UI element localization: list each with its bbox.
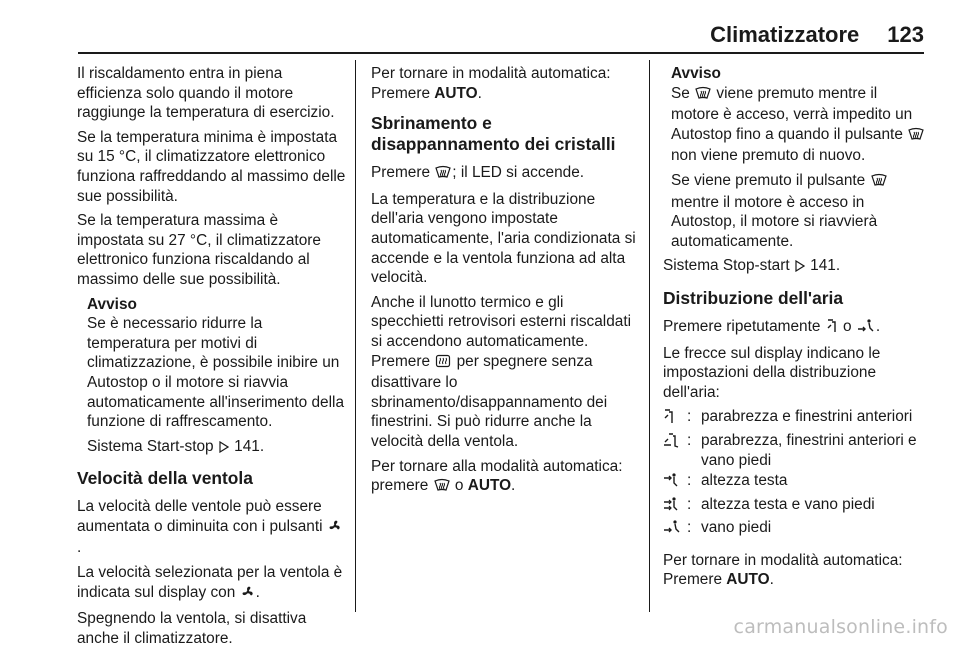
page-header — [710, 22, 924, 48]
list-item: : altezza testa — [663, 471, 929, 494]
paragraph-text: La velocità selezionata per la ventola è indicata sul display con — [77, 564, 343, 601]
list-item-text: parabrezza e finestrini anteriori — [701, 408, 913, 426]
paragraph-text: Premere — [371, 164, 431, 182]
paragraph — [371, 352, 639, 452]
header-rule — [78, 52, 924, 54]
head-airflow-icon — [663, 471, 687, 494]
windscreen-defrost-icon — [871, 173, 887, 193]
auto-label: AUTO — [726, 571, 770, 589]
list-item-text: vano piedi — [701, 519, 772, 537]
list-item: : parabrezza, finestrini anteriori e vano piedi — [663, 431, 929, 470]
paragraph-text: Premere ripetutamente — [663, 317, 821, 335]
windscreen-airflow-icon — [663, 407, 687, 430]
section-heading: Velocità della ventola — [77, 468, 253, 489]
paragraph-text: Per tornare in modalità automatica: Premere — [663, 551, 903, 589]
paragraph-text: Premere — [371, 352, 431, 370]
feet-airflow-icon — [857, 319, 875, 339]
note-text — [671, 84, 929, 166]
reference-page: 141. — [810, 257, 841, 275]
paragraph: La velocità delle ventole può essere aumentata o diminuita con i pulsanti . — [77, 497, 347, 558]
rear-window-defrost-icon — [435, 354, 451, 374]
auto-label: AUTO — [467, 477, 512, 495]
reference-page: 141. — [234, 437, 265, 455]
fan-icon — [328, 519, 342, 539]
paragraph: Premere ripetutamente o . — [663, 317, 929, 339]
paragraph: Il riscaldamento entra in piena efficienza solo quando il motore raggiunge la temperatura di esercizio. — [77, 65, 335, 122]
windscreen-defrost-icon — [435, 165, 451, 185]
column-1 — [77, 64, 347, 653]
distribution-list — [663, 407, 929, 541]
section-heading: Sbrinamento e disappannamento dei cristalli — [371, 113, 616, 155]
note-title: Avviso — [87, 295, 137, 313]
paragraph: Se la temperatura minima è impostata su 15 °C, il climatizzatore elettronico funziona raffreddando al massimo delle sue possibilità. — [77, 128, 346, 205]
watermark: carmanualsonline.info — [733, 616, 948, 638]
list-item-text: parabrezza, finestrini anteriori e vano piedi — [701, 431, 917, 469]
column-2 — [371, 64, 639, 503]
note-box — [671, 64, 929, 251]
page-number: 123 — [887, 22, 924, 47]
windscreen-defrost-icon — [434, 478, 450, 498]
windscreen-airflow-icon — [826, 319, 838, 339]
paragraph: La temperatura e la distribuzione dell'aria vengono impostate automaticamente, l'aria condizionata si accende e la ventola funziona ad alta velocità. — [371, 190, 636, 287]
list-item: : parabrezza e finestrini anteriori — [663, 407, 929, 430]
note-text — [671, 171, 929, 251]
column-divider — [355, 60, 356, 612]
list-item-text: altezza testa — [701, 472, 788, 490]
column-divider — [649, 60, 650, 612]
paragraph-text: o — [454, 477, 464, 495]
paragraph: Se la temperatura massima è impostata su 27 °C, il climatizzatore elettronico funziona riscaldando al massimo delle sue possibilità. — [77, 212, 321, 288]
section-heading: Distribuzione dell'aria — [663, 287, 844, 308]
list-item-text: altezza testa e vano piedi — [701, 495, 875, 513]
paragraph-text: mentre il motore è acceso in Autostop, il motore si riavvierà automaticamente. — [671, 193, 878, 250]
paragraph-text: Per tornare in modalità automatica: Premere — [371, 65, 611, 102]
paragraph-text: per spegnere senza disattivare lo sbrinamento/disappannamento dei finestrini. Si può ridurre anche la velocità della ventola. — [371, 352, 608, 450]
paragraph: Le frecce sul display indicano le impostazioni della distribuzione dell'aria: — [663, 344, 881, 401]
column-3 — [663, 64, 929, 595]
windscreen-defrost-icon — [908, 127, 924, 147]
page-reference-arrow-icon — [219, 439, 229, 459]
page-title: Climatizzatore — [710, 22, 860, 47]
note-text: Se è necessario ridurre la temperatura per motivi di climatizzazione, è possibile inibire un Autostop o il motore si riavvia automaticamente all'inserimento della funzione di raffrescamento. — [87, 315, 345, 431]
paragraph: Per tornare alla modalità automatica: premere o AUTO. — [371, 457, 639, 498]
note-reference — [663, 256, 929, 278]
fan-icon — [241, 585, 255, 605]
paragraph-text: Se — [671, 84, 690, 102]
list-item: : altezza testa e vano piedi — [663, 495, 929, 518]
feet-airflow-icon — [663, 518, 687, 541]
paragraph-text: Anche il lunotto termico e gli specchietti retrovisori esterni riscaldati si accendono automaticamente. — [371, 293, 632, 350]
paragraph-text: Se viene premuto il pulsante — [671, 171, 866, 189]
note-box — [87, 295, 347, 459]
paragraph-text: ; il LED si accende. — [452, 164, 585, 182]
list-item: : vano piedi — [663, 518, 929, 541]
paragraph: Per tornare in modalità automatica: Premere AUTO. — [371, 65, 611, 102]
paragraph — [371, 163, 639, 185]
paragraph: La velocità selezionata per la ventola è indicata sul display con . — [77, 563, 347, 604]
paragraph-text: non viene premuto di nuovo. — [671, 147, 866, 165]
paragraph: Per tornare in modalità automatica: Premere AUTO. — [663, 551, 903, 589]
page-reference-arrow-icon — [795, 258, 805, 278]
paragraph: Spegnendo la ventola, si disattiva anche il climatizzatore. — [77, 610, 307, 647]
auto-label: AUTO — [434, 84, 478, 102]
reference-label: Sistema Start-stop — [87, 437, 214, 455]
paragraph-text: Per tornare alla modalità automatica: premere — [371, 457, 623, 495]
paragraph-text: o — [842, 317, 852, 335]
paragraph-text: viene premuto mentre il motore è acceso, verrà impedito un Autostop fino a quando il pulsante — [671, 84, 913, 143]
windscreen-feet-airflow-icon — [663, 431, 687, 470]
paragraph — [371, 293, 639, 352]
note-reference — [87, 437, 347, 459]
paragraph-text: La velocità delle ventole può essere aumentata o diminuita con i pulsanti — [77, 498, 323, 535]
note-title: Avviso — [671, 65, 721, 82]
windscreen-defrost-icon — [695, 86, 711, 106]
head-feet-airflow-icon — [663, 495, 687, 518]
reference-label: Sistema Stop-start — [663, 257, 790, 275]
